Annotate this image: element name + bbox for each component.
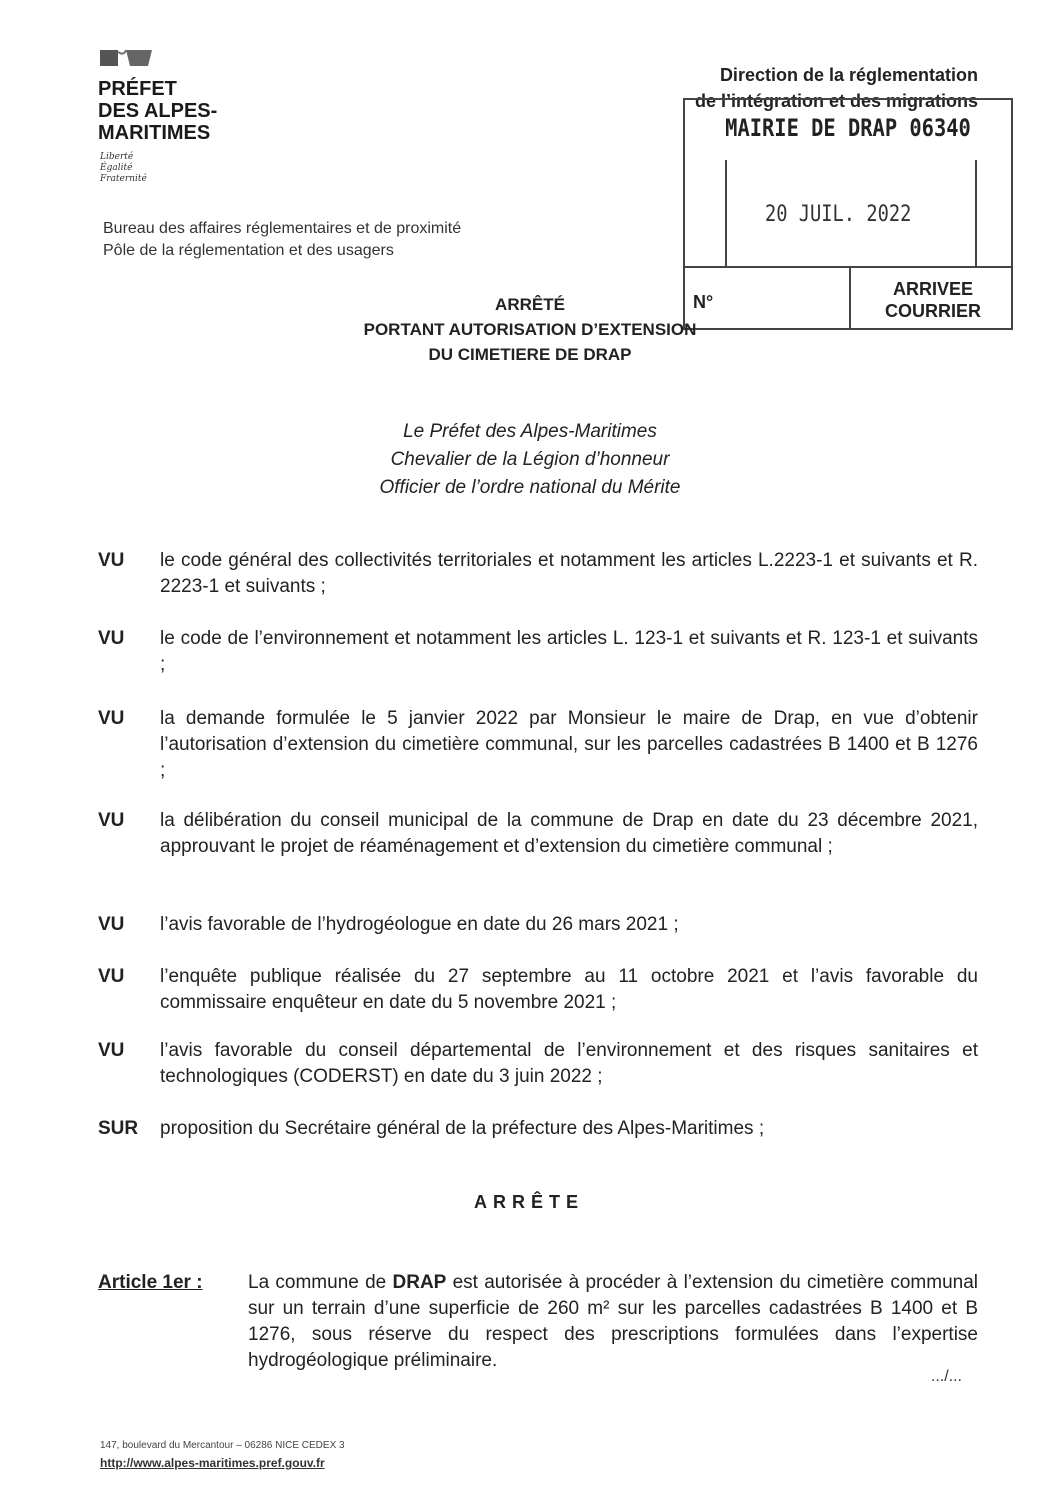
stamp-divider	[975, 160, 977, 268]
considerant-label: VU	[98, 1040, 125, 1061]
considerant-label: VU	[98, 628, 125, 649]
prefet-title	[98, 78, 217, 144]
quality-line: Le Préfet des Alpes-Maritimes	[403, 421, 657, 442]
considerant-text: l’avis favorable de l’hydrogéologue en date du 26 mars 2021 ;	[160, 914, 679, 935]
article-text-part: La commune de	[248, 1272, 393, 1293]
considerant-label: VU	[98, 708, 125, 729]
bureau-line: Pôle de la réglementation et des usagers	[103, 242, 394, 259]
considerant-item	[98, 1038, 978, 1090]
considerant-text: le code de l’environnement et notamment les articles L. 123-1 et suivants et R. 123-1 et suivants ;	[160, 628, 978, 675]
article-1	[98, 1270, 978, 1374]
prefet-line: MARITIMES	[98, 122, 211, 144]
considerant-text: le code général des collectivités territoriales et notamment les articles L.2223-1 et suivants et R. 2223-1 et suivants ;	[160, 550, 978, 597]
considerant-item	[98, 808, 978, 860]
bureau-line: Bureau des affaires réglementaires et de proximité	[103, 220, 462, 237]
footer-url-link[interactable]: http://www.alpes-maritimes.pref.gouv.fr	[100, 1456, 325, 1470]
continuation-mark: .../...	[930, 1368, 962, 1385]
considerant-item	[98, 912, 978, 938]
prefet-line: PRÉFET	[98, 78, 177, 100]
considerant-label: SUR	[98, 1118, 139, 1139]
stamp-title: MAIRIE DE DRAP 06340	[725, 114, 971, 142]
title-line: DU CIMETIERE DE DRAP	[428, 345, 632, 364]
footer-address: 147, boulevard du Mercantour – 06286 NICE CEDEX 3	[100, 1440, 345, 1451]
bureau-block	[103, 218, 461, 262]
article-commune: DRAP	[392, 1272, 447, 1293]
stamp-divider	[849, 266, 851, 330]
considerant-item	[98, 964, 978, 1016]
prefet-line: DES ALPES-	[98, 100, 218, 122]
motto-line: Liberté	[100, 152, 134, 162]
article-text	[248, 1270, 978, 1374]
stamp-date: 20 JUIL. 2022	[765, 202, 912, 227]
considerant-label: VU	[98, 550, 125, 571]
considerant-text: la demande formulée le 5 janvier 2022 par Monsieur le maire de Drap, en vue d’obtenir l’autorisation d’extension du cimetière communal, sur les parcelles cadastrées B 1400 et B 1276 ;	[160, 708, 978, 781]
direction-line: Direction de la réglementation	[719, 65, 978, 85]
considerant-text: l’enquête publique réalisée du 27 septembre au 11 octobre 2021 et l’avis favorable du commissaire enquêteur en date du 5 novembre 2021 ;	[160, 966, 978, 1013]
stamp-number-label: N°	[693, 292, 714, 312]
direction-line: de l’intégration et des migrations	[694, 91, 978, 111]
considerant-label: VU	[98, 810, 125, 831]
motto-line: Égalité	[100, 163, 133, 173]
prefet-qualities	[300, 418, 760, 502]
title-line: ARRÊTÉ	[495, 295, 565, 314]
considerant-item	[98, 706, 978, 784]
quality-line: Chevalier de la Légion d’honneur	[390, 449, 670, 470]
motto-line: Fraternité	[100, 174, 147, 184]
stamp-arrivee-line: ARRIVEE	[892, 279, 973, 299]
arrete-heading: ARRÊTE	[473, 1192, 584, 1212]
stamp-arrivee-line: COURRIER	[884, 301, 981, 321]
considerant-item	[98, 626, 978, 678]
considerant-label: VU	[98, 914, 125, 935]
article-text-part: est autorisée à procéder à l’extension du cimetière communal sur un terrain d’une superficie de 260 m² sur les parcelles cadastrées B 1400 et B 1276, sous réserve du respect des prescriptions formulées dans l’expertise hydrogéologique préliminaire.	[248, 1272, 978, 1371]
considerant-label: VU	[98, 966, 125, 987]
stamp-arrivee	[855, 278, 1011, 322]
considerant-item	[98, 1116, 978, 1142]
considerant-text: l’avis favorable du conseil départemental de l’environnement et des risques sanitaires et technologiques (CODERST) en date du 3 juin 2022 ;	[160, 1040, 978, 1087]
document-title	[300, 292, 760, 367]
quality-line: Officier de l’ordre national du Mérite	[379, 477, 681, 498]
stamp-divider	[685, 266, 1011, 268]
title-line: PORTANT AUTORISATION D’EXTENSION	[363, 320, 697, 339]
considerant-text: la délibération du conseil municipal de la commune de Drap en date du 23 décembre 2021, approuvant le projet de réaménagement et d’extension du cimetière communal ;	[160, 810, 978, 857]
marianne-logo	[96, 46, 156, 70]
considerant-item	[98, 548, 978, 600]
considerant-text: proposition du Secrétaire général de la préfecture des Alpes-Maritimes ;	[160, 1118, 765, 1139]
article-label: Article 1er :	[98, 1272, 203, 1293]
republic-motto	[100, 152, 147, 185]
stamp-divider	[725, 160, 727, 268]
